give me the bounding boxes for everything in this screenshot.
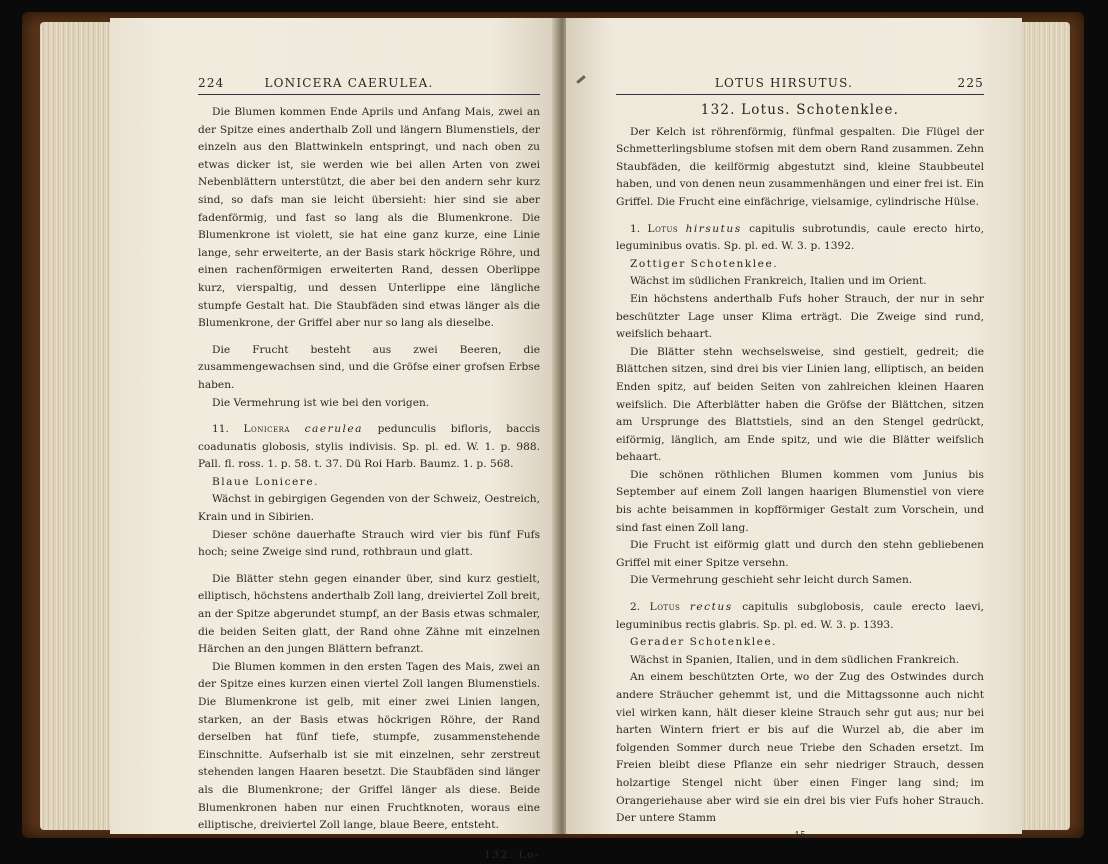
left-running-head: LONICERA CAERULEA. [264,76,434,90]
chapter-heading: 132. Lotus. Schotenklee. [700,102,900,118]
right-para-5: Die schönen röthlichen Blumen kommen vom Junius bis September auf einem Zoll langen haarigen Blumenstiel von viere bis achte beisammen in kopfförmiger Gestalt zum Vorschein, und sind fast einen Zoll lang. [616,468,984,534]
right-para-7: Die Vermehrung geschieht sehr leicht durch Samen. [630,574,913,587]
left-page-body [198,104,540,864]
right-para-6: Die Frucht ist eiförmig glatt und durch den stehn gebliebenen Griffel mit einer Spitze versehn. [616,539,984,569]
left-catchword: 132. Lo- [484,848,540,861]
species-entry-11: 11. Lonicera caerulea pedunculis bifloris, baccis coadunatis globosis, stylis indivisis. Sp. pl. ed. W. 1. p. 988. Pall. fl. ross. 1. p. 58. t. 37. Dü Roi Harb. Baumz. 1. p. 568. [198,423,541,471]
left-para-1: Die Blumen kommen Ende Aprils und Anfang Mais, zwei an der Spitze eines anderthalb Zoll und längern Blumenstiels, der einzeln aus den Blattwinkeln entspringt, und nach oben zu etwas dicker ist, sie werden wie bei allen Arten von zwei Nebenblättern unterstützt, die aber bei den andern sehr kurz sind, so dafs man sie leicht übersieht: hier sind sie aber fadenförmig, und fast so lang als die Blumenkrone. Die Blumenkrone ist violett, sie hat eine ganz kurze, eine Linie lange, sehr erweiterte, an der Basis stark höckrige Röhre, und einen rachenförmigen erweiterten Rand, dessen Oberlippe kurz, vierspaltig, und dessen Unterlippe eine längliche stumpfe Gestalt hat. Die Staubfäden sind etwas länger als die Blumenkrone, der Griffel aber nur so lang als dieselbe. [198,106,540,330]
left-para-4: Wächst in gebirgigen Gegenden von der Schweiz, Oestreich, Krain und in Sibirien. [198,493,540,524]
right-running-head: LOTUS HIRSUTUS. [714,76,854,90]
page-edges-right [1018,22,1070,830]
right-page-number: 225 [957,76,984,90]
right-para-2: Wächst im südlichen Frankreich, Italien und im Orient. [630,275,927,288]
left-para-6: Die Blätter stehn gegen einander über, sind kurz gestielt, elliptisch, höchstens anderthalb Zoll lang, dreiviertel Zoll breit, an der Spitze abgerundet stumpf, an der Basis etwas schmaler, die beiden Seiten glatt, der Rand ohne Zähne mit einzelnen Härchen an den jungen Blättern befranzt. [198,572,540,656]
right-para-4: Die Blätter stehn wechselsweise, sind gestielt, gedreit; die Blättchen sitzen, sind drei bis vier Linien lang, elliptisch, an beiden Enden spitz, auf beiden Seiten von zahlreichen kleinen Haaren weifslich. Die Afterblätter haben die Gröfse der Blättchen, sitzen am Ursprunge des Blattstiels, sind an den Stengel gedrückt, eiförmig, länglich, am Ende spitz, und wie die Blätter weifslich behaart. [616,345,984,464]
left-head-rule [198,94,540,95]
common-name-gerader: Gerader Schotenklee. [630,636,778,649]
common-name-zottiger: Zottiger Schotenklee. [630,257,779,270]
left-page [110,18,558,861]
left-page-number: 224 [198,76,225,90]
species-entry-2: 2. Lotus rectus capitulis subglobosis, caule erecto laevi, leguminibus rectis glabris. Sp. pl. ed. W. 3. p. 1393. [616,601,985,631]
common-name-blaue-lonicere: Blaue Lonicere. [212,475,319,488]
species-entry-1: 1. Lotus hirsutus capitulis subrotundis, caule erecto hirto, leguminibus ovatis. Sp. pl. ed. W. 3. p. 1392. [616,222,984,253]
right-para-1: Der Kelch ist röhrenförmig, fünfmal gespalten. Die Flügel der Schmetterlingsblume stofsen mit dem obern Rand zusammen. Zehn Staubfäden, die keilförmig abgestutzt sind, kleine Staubbeutel haben, und von denen neun zusammenhängen und einer frei ist. Ein Griffel. Die Frucht eine einfächrige, vielsamige, cylindrische Hülse. [616,125,984,208]
right-para-9: An einem beschützten Orte, wo der Zug des Ostwindes durch andere Sträucher gehemmt ist, und die Mittagssonne auch nicht viel wirken kann, hält dieser kleine Strauch sehr gut aus; nur bei harten Wintern friert er bis auf die Wurzel ab, die aber im folgenden Sommer durch neue Triebe den Schaden ersetzt. Im Freien bleibt diese Pflanze ein sehr niedriger Strauch, dessen holzartige Stengel nicht über einen Finger lang sind; im Orangeriehause aber wird sie ein drei bis vier Fufs hoher Strauch. Der untere Stamm [616,671,984,825]
right-page-body [616,102,984,845]
left-para-7: Die Blumen kommen in den ersten Tagen des Mais, zwei an der Spitze eines kurzen einen viertel Zoll langen Blumenstiels. Die Blumenkrone ist gelb, mit einer zwei Linien langen, starken, an der Basis etwas höckrigen Röhre, der Rand derselben hat fünf tiefe, stumpfe, zusammenstehende Einschnitte. Aufserhalb ist sie mit einzelnen, sehr zerstreut stehenden langen Haaren besetzt. Die Staubfäden sind länger als die Blumenkrone; der Griffel länger als diese. Beide Blumenkronen haben nur einen Fruchtknoten, woraus eine elliptische, dreiviertel Zoll lange, blaue Beere, entsteht. [198,660,540,832]
left-para-2: Die Frucht besteht aus zwei Beeren, die zusammengewachsen sind, und die Gröfse einer grofsen Erbse haben. [198,343,540,391]
signature-mark: 15 [794,830,806,841]
right-page [566,18,1022,841]
right-head-rule [616,94,984,95]
left-para-3: Die Vermehrung ist wie bei den vorigen. [212,396,430,409]
right-para-3: Ein höchstens anderthalb Fufs hoher Strauch, der nur in sehr beschützter Lage unser Klima erträgt. Die Zweige sind rund, weifslich behaart. [616,292,984,341]
right-para-8: Wächst in Spanien, Italien, und in dem südlichen Frankreich. [630,653,960,666]
left-para-5: Dieser schöne dauerhafte Strauch wird vier bis fünf Fufs hoch; seine Zweige sind rund, rothbraun und glatt. [198,528,540,559]
